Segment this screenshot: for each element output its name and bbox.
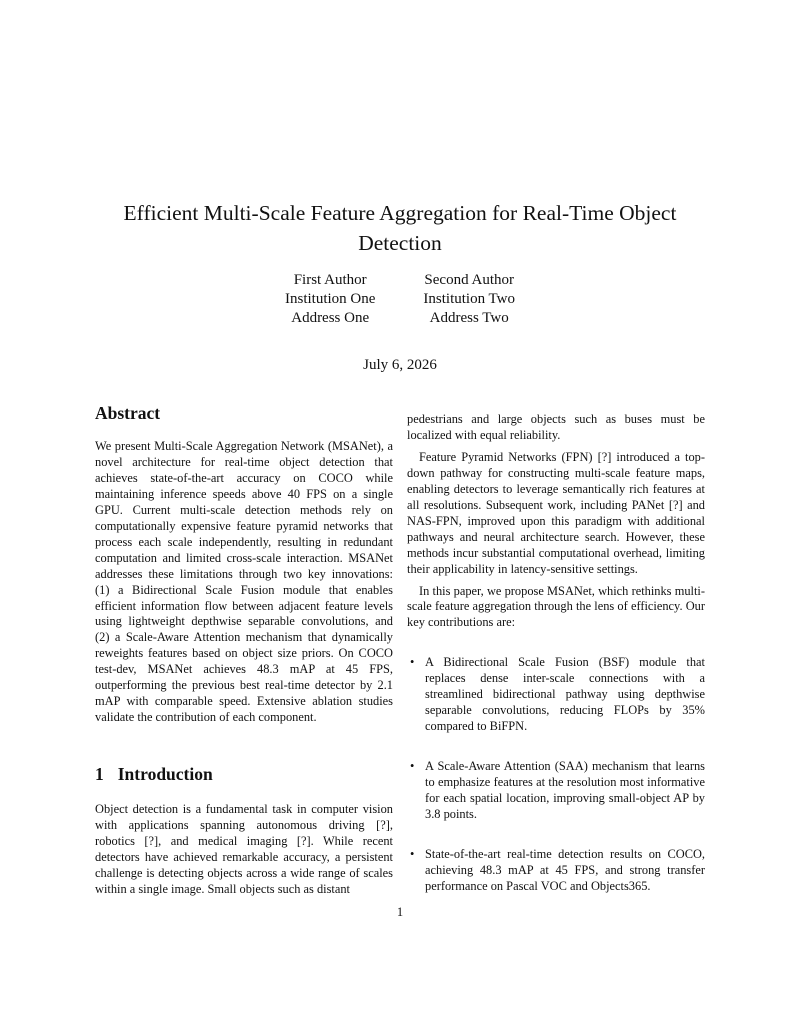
section-heading-introduction (95, 762, 393, 786)
contributions-list (407, 655, 705, 894)
paper-date: July 6, 2026 (363, 357, 437, 373)
author-1 (285, 271, 375, 328)
abstract-text: We present Multi-Scale Aggregation Network (MSANet), a novel architecture for real-time object detection that achieves state-of-the-art accuracy on COCO while maintaining inference speeds above 40 FPS on a single GPU. Current multi-scale detection methods rely on computationally expensive feature pyramid networks that process each scale independently, resulting in redundant computation and limited cross-scale interaction. MSANet addresses these limitations through two key innovations: (1) a Bidirectional Scale Fusion module that enables efficient information flow between adjacent feature levels using lightweight depthwise separable convolutions, and (2) a Scale-Aware Attention mechanism that dynamically reweights features based on object size priors. On COCO test-dev, MSANet achieves 48.3 mAP at 45 FPS, outperforming the previous best real-time detector by 2.1 mAP with comparable speed. Extensive ablation studies validate the contribution of each component. (95, 439, 393, 725)
author-address: Address One (291, 310, 370, 326)
contribution-text: A Scale-Aware Attention (SAA) mechanism that learns to emphasize features at the resolution most informative for each spatial location, improving small-object AP by 3.8 points. (425, 759, 705, 822)
left-column (95, 398, 393, 898)
author-name: Second Author (424, 272, 514, 288)
author-institution: Institution Two (423, 291, 516, 307)
author-2 (423, 271, 515, 328)
author-institution: Institution One (284, 291, 376, 307)
intro-paragraph-3: In this paper, we propose MSANet, which rethinks multi-scale feature aggregation through the lens of efficiency. Our key contributions are: (407, 583, 705, 630)
contribution-text: State-of-the-art real-time detection results on COCO, achieving 48.3 mAP at 45 FPS, and strong transfer performance on Pascal VOC and Objects365. (425, 846, 705, 893)
list-item (407, 759, 705, 823)
list-item (407, 847, 705, 895)
intro-paragraph-1-part-1: Object detection is a fundamental task in computer vision with applications spanning autonomous driving [?], robotics [?], and medical imaging [?]. While recent detectors have achieved remarkable accuracy, a persistent challenge is detecting objects across a wide range of scales within a single image. Small objects such as distant (95, 802, 393, 896)
author-address: Address Two (429, 310, 509, 326)
section-title: Introduction (117, 764, 213, 785)
author-block (0, 271, 800, 328)
author-name: First Author (293, 272, 367, 288)
bullet-icon: • (410, 655, 415, 670)
list-item (407, 655, 705, 735)
section-number: 1 (95, 764, 104, 785)
bullet-icon: • (410, 846, 415, 861)
bullet-icon: • (410, 759, 415, 774)
abstract-heading: Abstract (95, 403, 161, 423)
right-column (407, 412, 705, 919)
paper-title: Efficient Multi-Scale Feature Aggregation for Real-Time Object Detection (123, 201, 677, 255)
intro-paragraph-2: Feature Pyramid Networks (FPN) [?] introduced a top-down pathway for constructing multi-scale feature maps, enabling detectors to leverage semantically rich features at all resolutions. Subsequent work, including PANet [?] and NAS-FPN, improved upon this paradigm with additional pathways and neural architecture search. However, these methods incur substantial computational overhead, limiting their applicability in latency-sensitive settings. (407, 449, 705, 576)
contribution-text: A Bidirectional Scale Fusion (BSF) module that replaces dense inter-scale connections with a streamlined bidirectional pathway using depthwise separable convolutions, reducing FLOPs by 35% compared to BiFPN. (425, 655, 705, 734)
intro-paragraph-1-part-2: pedestrians and large objects such as buses must be localized with equal reliability. (407, 412, 705, 442)
page-number: 1 (396, 905, 404, 919)
